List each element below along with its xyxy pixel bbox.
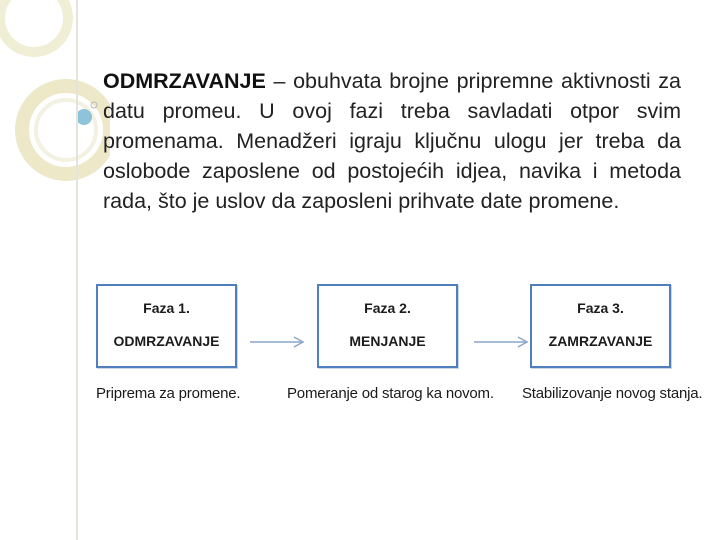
arrow-right-icon	[472, 333, 532, 349]
description-body: – obuhvata brojne pripremne aktivnosti za datu promeu. U ovoj fazi treba savladati otpor svim promenama. Menadžeri igraju ključnu ulogu jer treba da oslobode zaposlene od postojećih idjea, navika i metoda rada, što je uslov da zaposleni prihvate date promene.	[103, 69, 681, 213]
phase-2-box	[317, 284, 458, 368]
decorative-rings	[0, 0, 110, 540]
phase-2-caption: Pomeranje od starog ka novom.	[287, 385, 494, 402]
vertical-divider	[76, 0, 78, 540]
arrow-right-icon	[248, 333, 308, 349]
phase-2-name: MENJANJE	[349, 333, 426, 349]
phase-1-number: Faza 1.	[143, 300, 190, 316]
phase-3-box	[530, 284, 671, 368]
top-ring-decoration	[0, 0, 68, 52]
phase-3-caption: Stabilizovanje novog stanja.	[522, 385, 703, 402]
blue-dot-icon	[76, 109, 92, 125]
phase-3-number: Faza 3.	[577, 300, 624, 316]
phase-2-number: Faza 2.	[364, 300, 411, 316]
phase-3-name: ZAMRZAVANJE	[548, 333, 653, 349]
phase-1-box	[96, 284, 237, 368]
phase-1-caption: Priprema za promene.	[96, 385, 241, 402]
description-paragraph	[103, 66, 681, 216]
middle-ring-decoration	[22, 86, 110, 174]
phase-1-name: ODMRZAVANJE	[113, 333, 220, 349]
term-heading: ODMRZAVANJE	[103, 69, 266, 93]
